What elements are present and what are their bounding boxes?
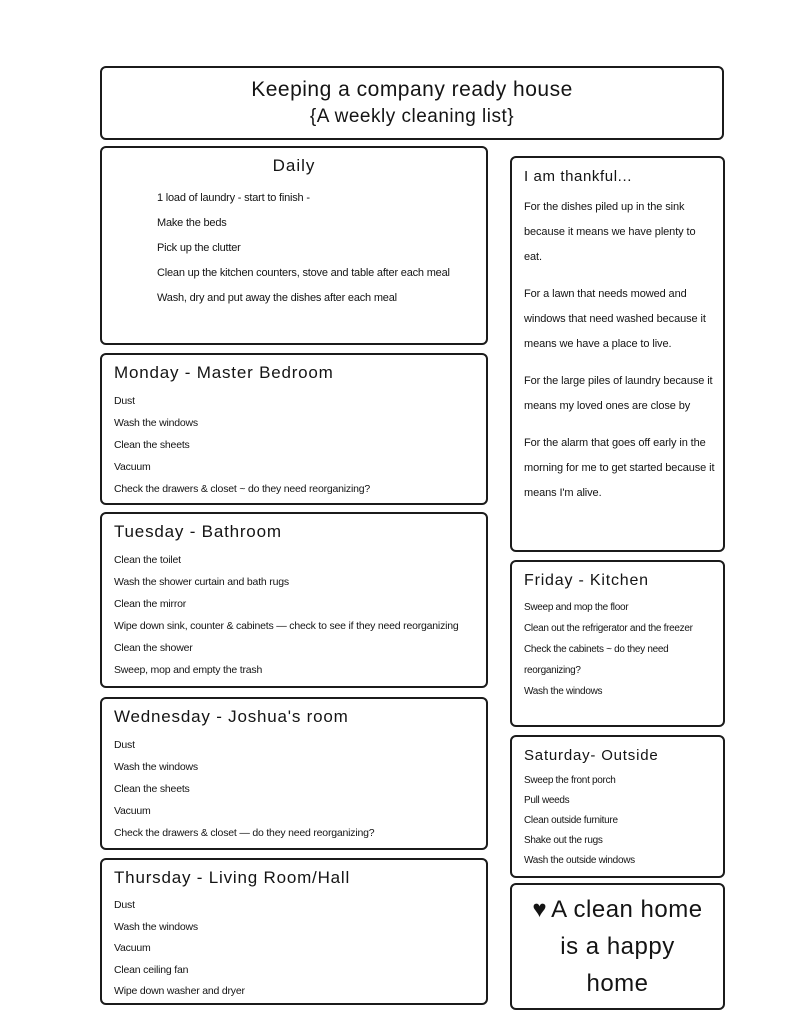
task-item: Make the beds [157, 217, 227, 229]
thankful-paragraph: For the dishes piled up in the sink because it means we have plenty to eat. [524, 201, 696, 263]
section-thursday [100, 858, 488, 1005]
section-tuesday [100, 512, 488, 688]
task-item: Vacuum [114, 461, 151, 473]
task-item: Clean the shower [114, 642, 193, 654]
task-item: Sweep the front porch [524, 775, 616, 786]
task-item: Sweep, mop and empty the trash [114, 664, 263, 676]
task-item: Clean the sheets [114, 439, 190, 451]
quote-box [510, 883, 725, 1010]
task-item: Dust [114, 395, 135, 407]
tuesday-task-list [114, 549, 478, 681]
section-saturday [510, 735, 725, 878]
monday-task-list [114, 390, 478, 500]
thursday-task-list [114, 895, 478, 1003]
section-monday [100, 353, 488, 505]
monday-heading: Monday - Master Bedroom [114, 363, 334, 382]
task-item: Wipe down washer and dryer [114, 985, 245, 997]
daily-heading: Daily [272, 156, 316, 175]
task-item: Check the drawers & closet ~ do they need reorganizing? [114, 483, 371, 495]
thankful-paragraph: For the alarm that goes off early in the morning for me to get started because it means I'm alive. [524, 437, 715, 499]
task-item: Wash the outside windows [524, 855, 635, 866]
task-item: Wash the windows [114, 920, 198, 933]
task-item: Dust [114, 899, 135, 911]
task-item: Shake out the rugs [524, 835, 603, 846]
task-item: Wash, dry and put away the dishes after each meal [157, 292, 397, 304]
page-title: Keeping a company ready house [251, 78, 573, 101]
tuesday-heading: Tuesday - Bathroom [114, 522, 282, 541]
saturday-task-list [524, 771, 715, 871]
task-item: Clean up the kitchen counters, stove and table after each meal [157, 267, 450, 279]
task-item: Wash the windows [114, 417, 198, 429]
thankful-paragraph: For a lawn that needs mowed and windows that need washed because it means we have a place to live. [524, 288, 706, 350]
quote-text: A clean home is a happy home [551, 896, 703, 997]
task-item: Wash the shower curtain and bath rugs [114, 576, 289, 588]
section-daily [100, 146, 488, 345]
friday-task-list [524, 597, 715, 702]
saturday-heading: Saturday- Outside [524, 747, 659, 764]
wednesday-heading: Wednesday - Joshua's room [114, 707, 349, 726]
task-item: Wash the windows [114, 761, 198, 773]
task-item: Clean ceiling fan [114, 963, 189, 976]
section-wednesday [100, 697, 488, 850]
daily-task-list [112, 186, 476, 311]
task-item: Check the drawers & closet — do they need reorganizing? [114, 827, 375, 839]
task-item: Clean the sheets [114, 783, 190, 795]
section-friday [510, 560, 725, 727]
thursday-heading: Thursday - Living Room/Hall [114, 868, 351, 887]
task-item: Pull weeds [524, 795, 570, 806]
task-item: Wipe down sink, counter & cabinets — check to see if they need reorganizing [114, 620, 459, 632]
heart-icon: ♥ [532, 896, 548, 923]
page-subtitle: {A weekly cleaning list} [309, 106, 515, 127]
task-item: Pick up the clutter [157, 242, 241, 254]
section-thankful [510, 156, 725, 552]
task-item: 1 load of laundry - start to finish - [157, 192, 310, 204]
task-item: Vacuum [114, 942, 151, 954]
task-item: Vacuum [114, 805, 151, 817]
task-item: Clean the mirror [114, 598, 187, 610]
thankful-paragraph-list [524, 195, 715, 506]
task-item: Wash the windows [524, 686, 603, 697]
thankful-paragraph: For the large piles of laundry because it means my loved ones are close by [524, 375, 713, 412]
task-item: Clean the toilet [114, 554, 181, 566]
wednesday-task-list [114, 734, 478, 844]
task-item: Clean outside furniture [524, 815, 618, 826]
quote [512, 891, 723, 1002]
friday-heading: Friday - Kitchen [524, 572, 649, 589]
task-item: Check the cabinets ~ do they need reorganizing? [524, 644, 669, 676]
task-item: Clean out the refrigerator and the freezer [524, 623, 693, 634]
title-box [100, 66, 724, 140]
task-item: Sweep and mop the floor [524, 602, 629, 613]
task-item: Dust [114, 739, 135, 751]
thankful-heading: I am thankful... [524, 168, 632, 185]
